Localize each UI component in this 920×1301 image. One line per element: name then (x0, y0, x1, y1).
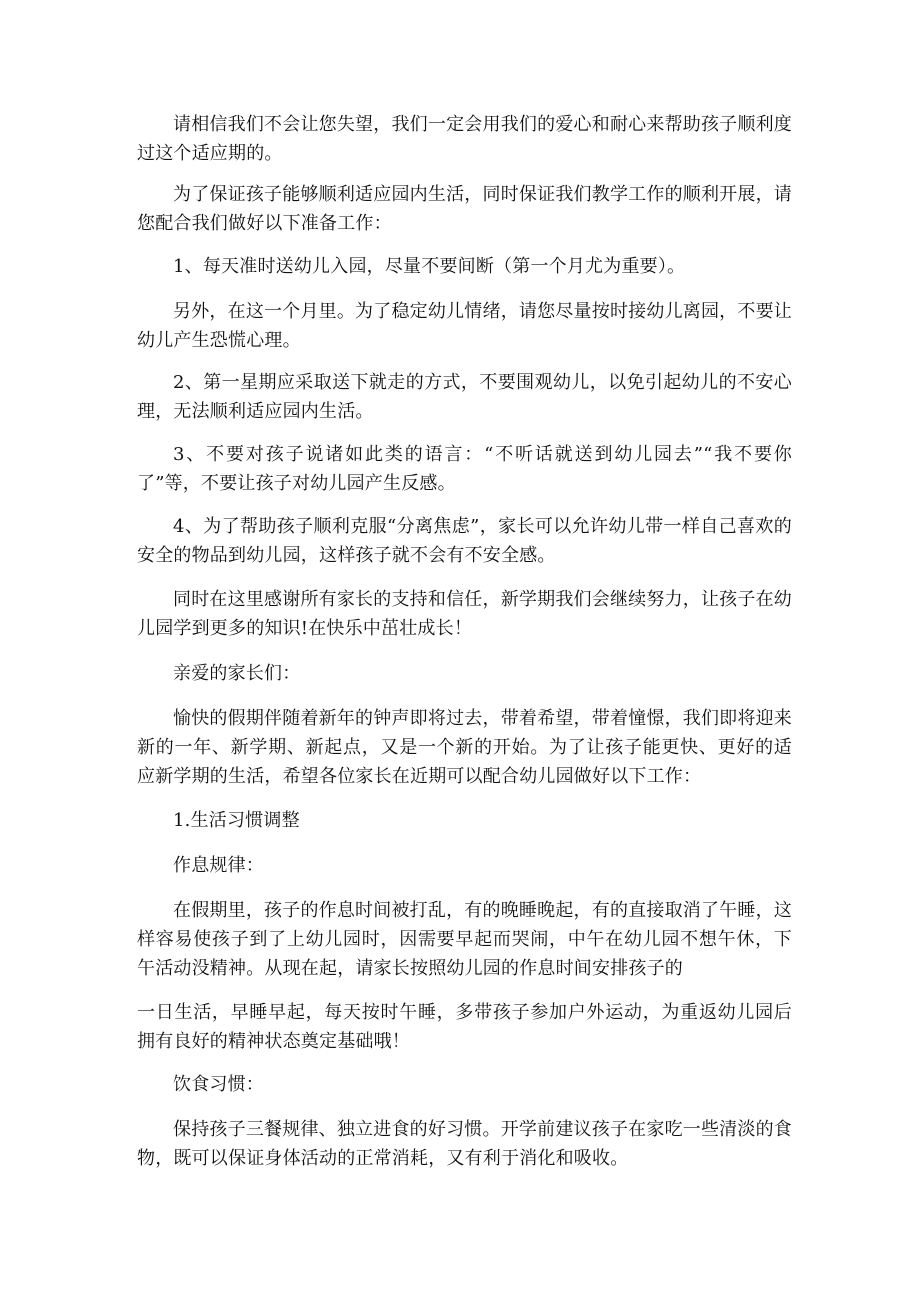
paragraph-item-3: 3、不要对孩子说诸如此类的语言：“不听话就送到幼儿园去”“我不要你了”等，不要让孩子对幼儿园产生反感。 (137, 444, 792, 494)
paragraph-subheading-diet: 饮食习惯： (173, 1074, 264, 1095)
paragraph-pickup-note: 另外，在这一个月里。为了稳定幼儿情绪，请您尽量按时接幼儿离园，不要让幼儿产生恐慌心理。 (137, 301, 792, 351)
paragraph-schedule-continued: 一日生活，早睡早起，每天按时午睡，多带孩子参加户外运动，为重返幼儿园后拥有良好的精神状态奠定基础哦！ (137, 1002, 792, 1052)
paragraph-trust: 请相信我们不会让您失望，我们一定会用我们的爱心和耐心来帮助孩子顺利度过这个适应期的。 (137, 114, 792, 164)
paragraph-thanks: 同时在这里感谢所有家长的支持和信任，新学期我们会继续努力，让孩子在幼儿园学到更多的知识!在快乐中茁壮成长！ (137, 589, 792, 639)
paragraph-salutation: 亲爱的家长们： (173, 663, 301, 684)
paragraph-item-4: 4、为了帮助孩子顺利克服“分离焦虑”，家长可以允许幼儿带一样自己喜欢的安全的物品到幼儿园，这样孩子就不会有不安全感。 (137, 516, 792, 566)
paragraph-section-habits: 1.生活习惯调整 (173, 810, 300, 831)
paragraph-diet-body: 保持孩子三餐规律、独立进食的好习惯。开学前建议孩子在家吃一些清淡的食物，既可以保证身体活动的正常消耗，又有利于消化和吸收。 (137, 1119, 792, 1169)
paragraph-item-1: 1、每天准时送幼儿入园，尽量不要间断（第一个月尤为重要）。 (173, 256, 686, 277)
paragraph-new-term-intro: 愉快的假期伴随着新年的钟声即将过去，带着希望，带着憧憬，我们即将迎来新的一年、新学期、新起点，又是一个新的开始。为了让孩子能更快、更好的适应新学期的生活，希望各位家长在近期可以配合幼儿园做好以下工作： (137, 708, 792, 787)
paragraph-preparation-intro: 为了保证孩子能够顺利适应园内生活，同时保证我们教学工作的顺利开展，请您配合我们做好以下准备工作： (137, 184, 792, 234)
paragraph-schedule-body: 在假期里，孩子的作息时间被打乱，有的晚睡晚起，有的直接取消了午睡，这样容易使孩子到了上幼儿园时，因需要早起而哭闹，中午在幼儿园不想午休，下午活动没精神。从现在起，请家长按照幼儿园的作息时间安排孩子的 (137, 900, 792, 979)
paragraph-subheading-schedule: 作息规律： (173, 855, 264, 876)
paragraph-item-2: 2、第一星期应采取送下就走的方式，不要围观幼儿，以免引起幼儿的不安心理，无法顺利适应园内生活。 (137, 372, 792, 422)
